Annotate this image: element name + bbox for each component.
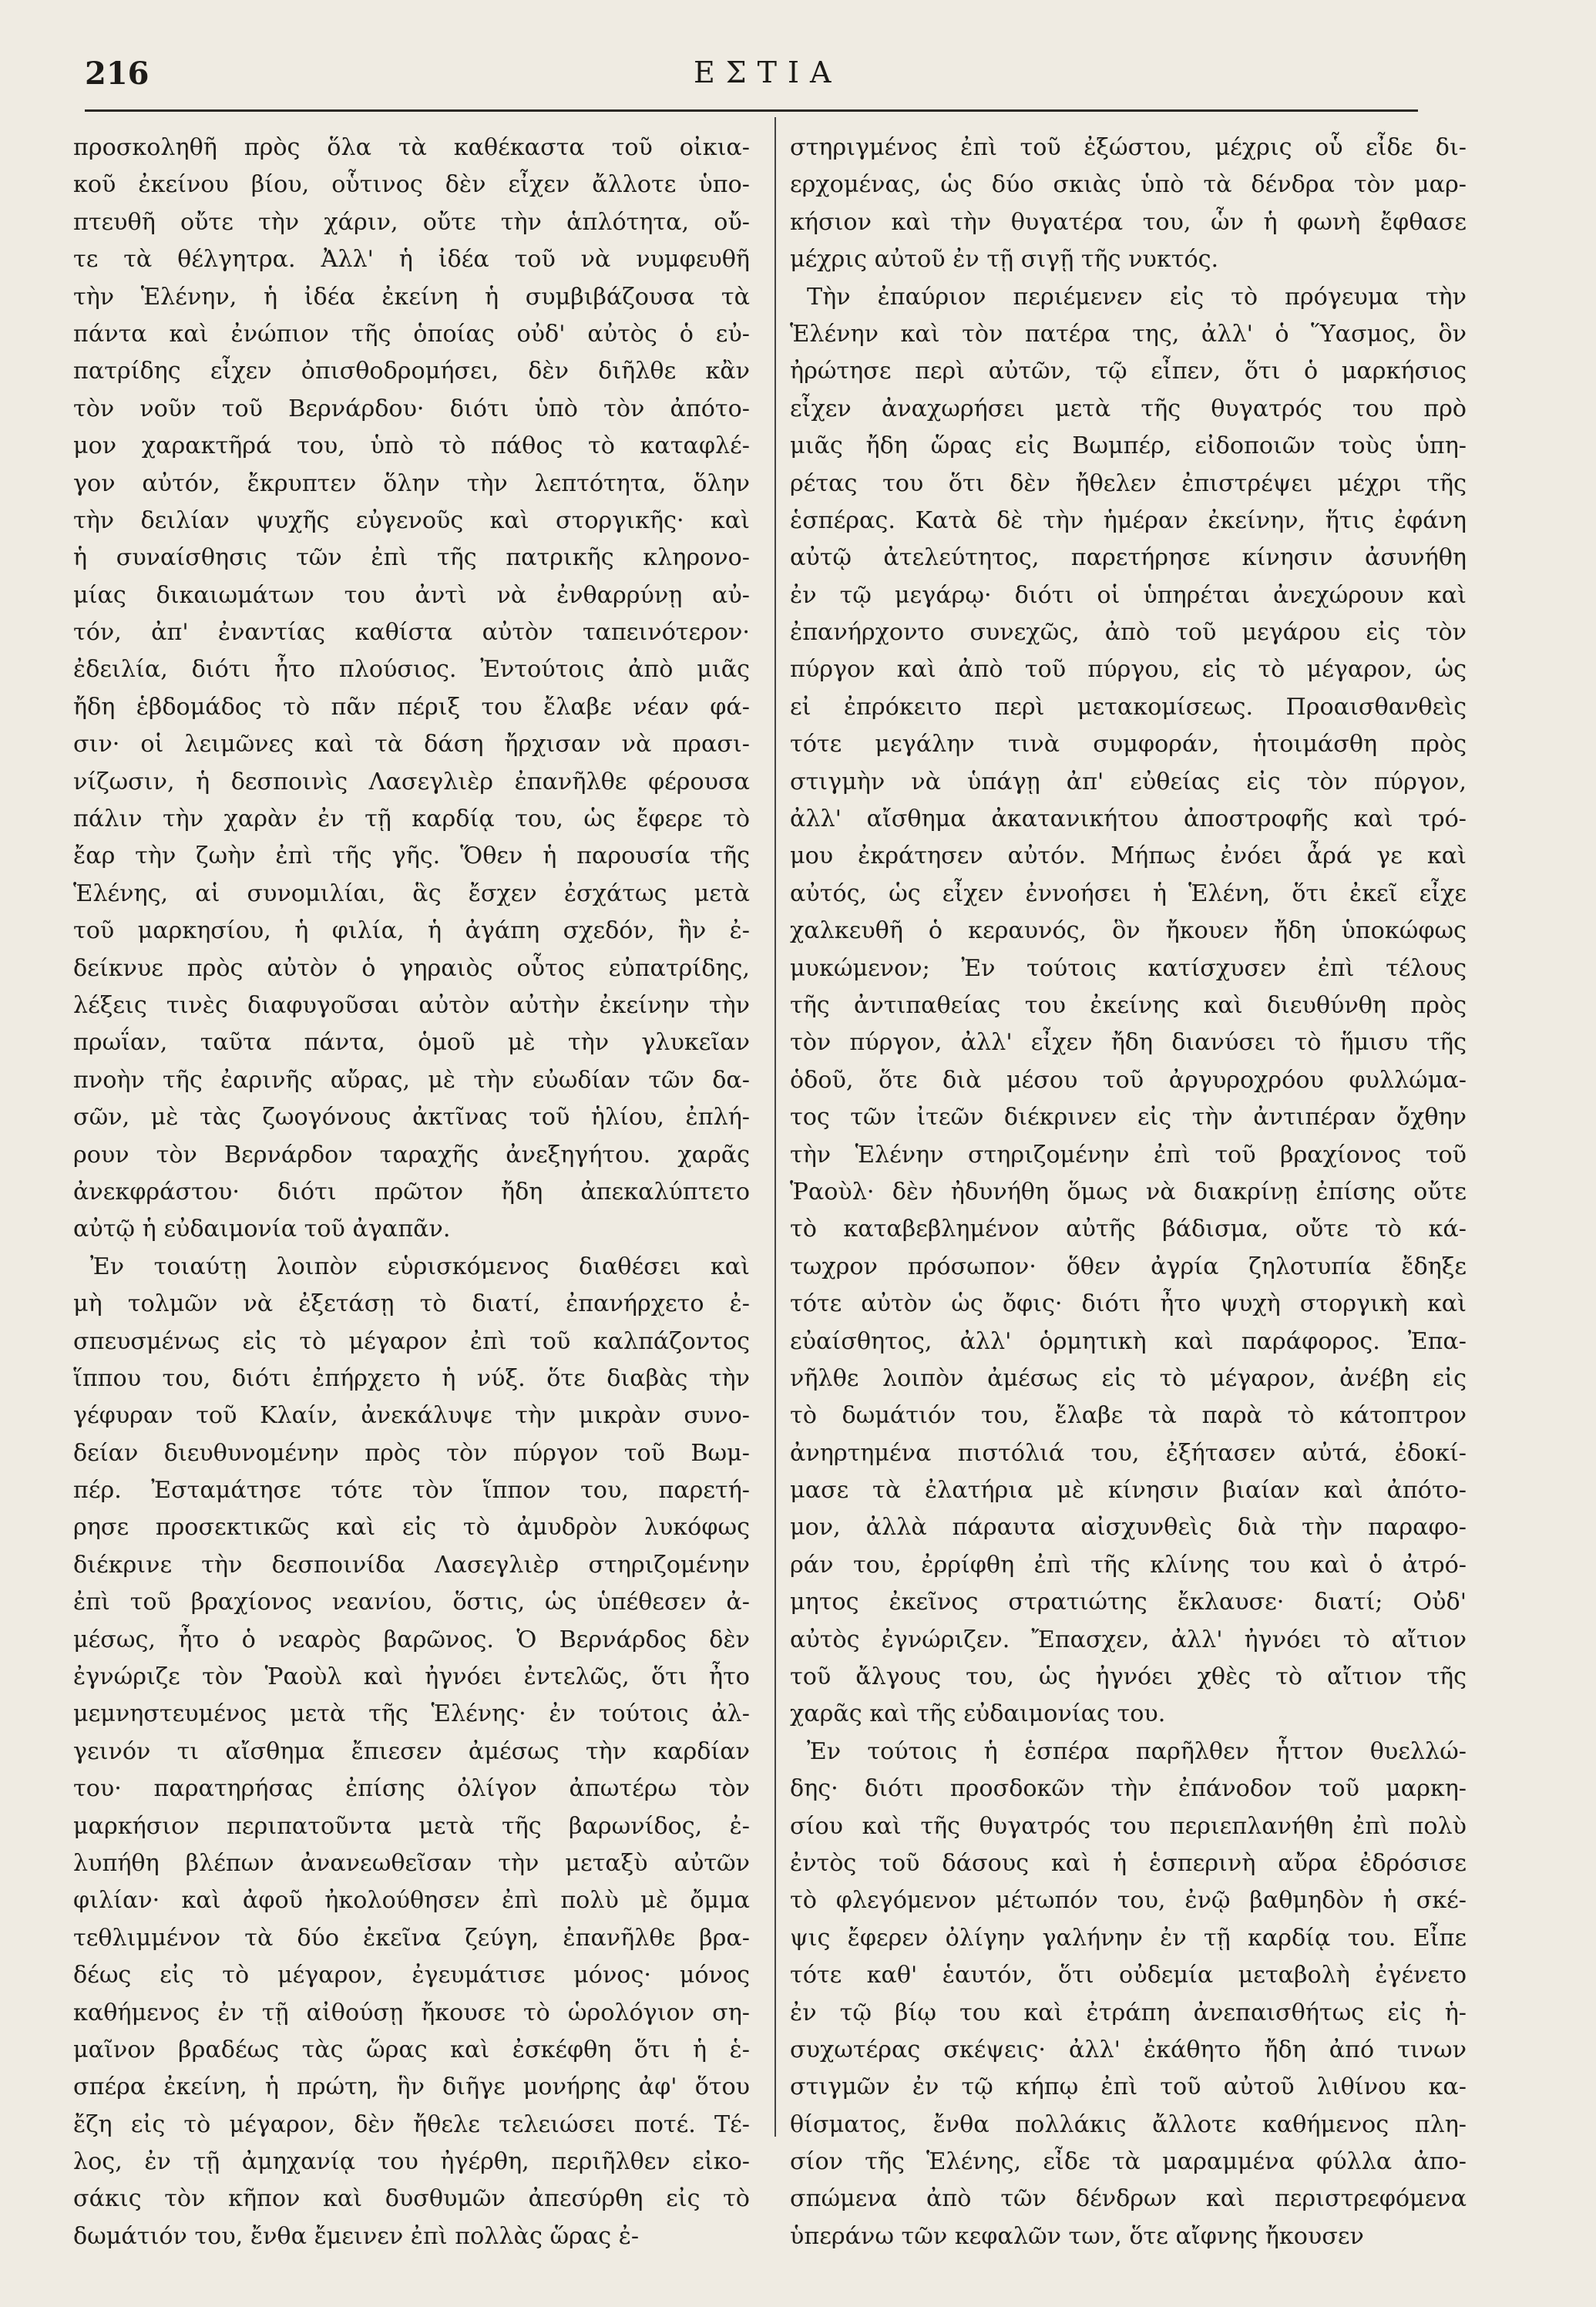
text-line: διέκρινε τὴν δεσποινίδα Λασεγλιὲρ στηριζομένην (73, 1551, 750, 1579)
text-line: ἀλλ' αἴσθημα ἀκατανικήτου ἀποστροφῆς καὶ τρό- (790, 805, 1467, 833)
text-line: τὴν Ἑλένην στηριζομένην ἐπὶ τοῦ βραχίονος τοῦ (790, 1141, 1467, 1169)
text-line: Ἐν τοιαύτῃ λοιπὸν εὑρισκόμενος διαθέσει καὶ (90, 1253, 750, 1280)
text-line: τὸ δωμάτιόν του, ἔλαβε τὰ παρὰ τὸ κάτοπτρον (790, 1402, 1467, 1430)
text-line: μασε τὰ ἐλατήρια μὲ κίνησιν βιαίαν καὶ ἀπότο- (790, 1477, 1467, 1505)
text-line: μητος ἐκεῖνος στρατιώτης ἔκλαυσε· διατί; Οὐδ' (790, 1589, 1467, 1616)
text-line: τοῦ μαρκησίου, ἡ φιλία, ἡ ἀγάπη σχεδόν, ἣν ἐ- (73, 917, 750, 945)
text-line: αὐτῷ ἀτελεύτητος, παρετήρησε κίνησιν ἀσυνήθη (790, 544, 1467, 572)
text-line: τὴν δειλίαν ψυχῆς εὐγενοῦς καὶ στοργικῆς· καὶ (73, 506, 750, 534)
text-line: τος τῶν ἰτεῶν διέκρινεν εἰς τὴν ἀντιπέραν ὄχθην (790, 1104, 1467, 1132)
text-line: πάλιν τὴν χαρὰν ἐν τῇ καρδίᾳ του, ὡς ἔφερε τὸ (73, 805, 750, 833)
text-line: του· παρατηρήσας ἐπίσης ὀλίγον ἀπωτέρω τὸν (73, 1775, 750, 1803)
page-number: 216 (85, 55, 150, 92)
text-line: Ἐν τούτοις ἡ ἑσπέρα παρῆλθεν ἧττον θυελλώ- (807, 1737, 1467, 1765)
text-line: τὸν πύργον, ἀλλ' εἶχεν ἤδη διανύσει τὸ ἥμισυ τῆς (790, 1029, 1467, 1057)
text-line: ἔαρ τὴν ζωὴν ἐπὶ τῆς γῆς. Ὅθεν ἡ παρουσία τῆς (73, 842, 750, 870)
text-line: στιγμὴν νὰ ὑπάγῃ ἀπ' εὐθείας εἰς τὸν πύργον, (790, 768, 1467, 795)
text-line: αὐτῷ ἡ εὐδαιμονία τοῦ ἀγαπᾶν. (73, 1216, 451, 1243)
text-line: εἰ ἐπρόκειτο περὶ μετακομίσεως. Προαισθανθεὶς (790, 693, 1467, 721)
text-line: ερχομένας, ὡς δύο σκιὰς ὑπὸ τὰ δένδρα τὸν μαρ- (790, 171, 1467, 199)
text-line: γέφυραν τοῦ Κλαίν, ἀνεκάλυψε τὴν μικρὰν συνο- (73, 1402, 750, 1430)
text-line: ἵππου του, διότι ἐπήρχετο ἡ νύξ. ὅτε διαβὰς τὴν (73, 1364, 750, 1392)
text-line: πατρίδης εἶχεν ὀπισθοδρομήσει, δὲν διῆλθε κἂν (73, 358, 750, 385)
text-line: τότε καθ' ἑαυτόν, ὅτι οὐδεμία μεταβολὴ ἐγένετο (790, 1962, 1467, 1989)
text-line: συχωτέρας σκέψεις· ἀλλ' ἐκάθητο ἤδη ἀπό τινων (790, 2036, 1467, 2063)
text-line: σῶν, μὲ τὰς ζωογόνους ἀκτῖνας τοῦ ἡλίου, ἐπλή- (73, 1104, 750, 1132)
text-line: ρέτας του ὅτι δὲν ἤθελεν ἐπιστρέψει μέχρι τῆς (790, 469, 1467, 497)
text-line: λέξεις τινὲς διαφυγοῦσαι αὐτὸν αὐτὴν ἐκείνην τὴν (73, 991, 750, 1019)
text-line: ἑσπέρας. Κατὰ δὲ τὴν ἡμέραν ἐκείνην, ἥτις ἐφάνη (790, 506, 1467, 534)
text-line: τὴν Ἑλένην, ἡ ἰδέα ἐκείνη ἡ συμβιβάζουσα τὰ (73, 283, 750, 311)
text-line: ρησε προσεκτικῶς καὶ εἰς τὸ ἀμυδρὸν λυκόφως (73, 1514, 750, 1542)
text-line: μιᾶς ἤδη ὥρας εἰς Βωμπέρ, εἰδοποιῶν τοὺς ὑπη- (790, 432, 1467, 460)
text-line: ὑπεράνω τῶν κεφαλῶν των, ὅτε αἴφνης ἤκουσεν (790, 2222, 1364, 2250)
text-line: φιλίαν· καὶ ἀφοῦ ἠκολούθησεν ἐπὶ πολὺ μὲ ὄμμα (73, 1887, 750, 1915)
text-line: μίας δικαιωμάτων του ἀντὶ νὰ ἐνθαρρύνῃ αὐ- (73, 581, 750, 609)
text-line: γεινόν τι αἴσθημα ἔπιεσεν ἀμέσως τὴν καρδίαν (73, 1737, 750, 1765)
text-line: μου ἐκράτησεν αὐτόν. Μήπως ἐνόει ἆρά γε καὶ (790, 842, 1467, 870)
text-line: νίζωσιν, ἡ δεσποινὶς Λασεγλιὲρ ἐπανῆλθε φέρουσα (73, 768, 750, 795)
text-line: ράν του, ἐρρίφθη ἐπὶ τῆς κλίνης του καὶ ὁ ἀτρό- (790, 1551, 1467, 1579)
text-line: πάντα καὶ ἐνώπιον τῆς ὁποίας οὐδ' αὐτὸς ὁ εὐ- (73, 320, 750, 348)
text-line: γον αὐτόν, ἔκρυπτεν ὅλην τὴν λεπτότητα, ὅλην (73, 469, 750, 497)
text-line: μον χαρακτῆρά του, ὑπὸ τὸ πάθος τὸ καταφλέ- (73, 432, 750, 460)
text-line: εἶχεν ἀναχωρήσει μετὰ τῆς θυγατρός του πρὸ (790, 395, 1467, 422)
text-line: στιγμῶν ἐν τῷ κήπῳ ἐπὶ τοῦ αὐτοῦ λιθίνου κα- (790, 2073, 1467, 2101)
text-line: ἐν τῷ βίῳ του καὶ ἐτράπη ἀνεπαισθήτως εἰς ἡ- (790, 1999, 1467, 2026)
text-line: χαρᾶς καὶ τῆς εὐδαιμονίας του. (790, 1700, 1166, 1728)
text-line: ἐπὶ τοῦ βραχίονος νεανίου, ὅστις, ὡς ὑπέθεσεν ἀ- (73, 1589, 750, 1616)
text-line: ἐγνώριζε τὸν Ῥαοὺλ καὶ ἠγνόει ἐντελῶς, ὅτι ἦτο (73, 1663, 750, 1691)
text-line: χαλκευθῆ ὁ κεραυνός, ὃν ἤκουεν ἤδη ὑποκώφως (790, 917, 1467, 945)
text-line: πέρ. Ἐσταμάτησε τότε τὸν ἵππον του, παρετή- (73, 1477, 750, 1505)
text-line: ἀνεκφράστου· διότι πρῶτον ἤδη ἀπεκαλύπτετο (73, 1178, 750, 1206)
left-text-column (73, 129, 750, 2255)
text-line: μαρκήσιον περιπατοῦντα μετὰ τῆς βαρωνίδος, ἐ- (73, 1812, 750, 1840)
right-text-column (790, 129, 1467, 2255)
text-line: δέως εἰς τὸ μέγαρον, ἐγευμάτισε μόνος· μόνος (73, 1962, 750, 1989)
text-line: Τὴν ἐπαύριον περιέμενεν εἰς τὸ πρόγευμα τὴν (807, 283, 1467, 311)
text-line: ἠρώτησε περὶ αὐτῶν, τῷ εἶπεν, ὅτι ὁ μαρκήσιος (790, 358, 1467, 385)
text-line: σίον τῆς Ἑλένης, εἶδε τὰ μαραμμένα φύλλα ἀπο- (790, 2148, 1467, 2176)
text-line: σάκις τὸν κῆπον καὶ δυσθυμῶν ἀπεσύρθη εἰς τὸ (73, 2185, 750, 2213)
text-line: καθήμενος ἐν τῇ αἰθούσῃ ἤκουσε τὸ ὡρολόγιον ση- (73, 1999, 750, 2026)
text-line: ἔζη εἰς τὸ μέγαρον, δὲν ἤθελε τελειώσει ποτέ. Τέ- (73, 2110, 750, 2138)
text-line: θίσματος, ἔνθα πολλάκις ἄλλοτε καθήμενος πλη- (790, 2110, 1467, 2138)
text-line: κήσιον καὶ τὴν θυγατέρα του, ὧν ἡ φωνὴ ἔφθασε (790, 208, 1467, 236)
text-line: ἐντὸς τοῦ δάσους καὶ ἡ ἑσπερινὴ αὔρα ἐδρόσισε (790, 1849, 1467, 1877)
text-line: τόν, ἀπ' ἐναντίας καθίστα αὐτὸν ταπεινότερον· (73, 619, 750, 647)
text-line: μον, ἀλλὰ πάραυτα αἰσχυνθεὶς διὰ τὴν παραφο- (790, 1514, 1467, 1542)
text-line: μὴ τολμῶν νὰ ἐξετάσῃ τὸ διατί, ἐπανήρχετο ἐ- (73, 1290, 750, 1318)
text-line: αὐτός, ὡς εἶχεν ἐννοήσει ἡ Ἑλένη, ὅτι ἐκεῖ εἶχε (790, 879, 1467, 907)
text-line: ρουν τὸν Βερνάρδον ταραχῆς ἀνεξηγήτου. χαρᾶς (73, 1141, 750, 1169)
text-line: ἐν τῷ μεγάρῳ· διότι οἱ ὑπηρέται ἀνεχώρουν καὶ (790, 581, 1467, 609)
text-line: Ῥαοὺλ· δὲν ἠδυνήθη ὅμως νὰ διακρίνῃ ἐπίσης οὔτε (790, 1178, 1467, 1206)
text-line: τε τὰ θέλγητρα. Ἀλλ' ἡ ἰδέα τοῦ νὰ νυμφευθῆ (73, 246, 750, 274)
page-header (85, 55, 1418, 102)
text-line: τότε μεγάλην τινὰ συμφοράν, ἡτοιμάσθη πρὸς (790, 731, 1467, 758)
text-line: ἤδη ἑβδομάδος τὸ πᾶν πέριξ του ἔλαβε νέαν φά- (73, 693, 750, 721)
text-line: λυπήθη βλέπων ἀνανεωθεῖσαν τὴν μεταξὺ αὐτῶν (73, 1849, 750, 1877)
text-line: τὸ καταβεβλημένον αὐτῆς βάδισμα, οὔτε τὸ κά- (790, 1216, 1467, 1243)
text-line: ἡ συναίσθησις τῶν ἐπὶ τῆς πατρικῆς κληρονο- (73, 544, 750, 572)
text-line: τοῦ ἄλγους του, ὡς ἠγνόει χθὲς τὸ αἴτιον τῆς (790, 1663, 1467, 1691)
text-line: προσκοληθῆ πρὸς ὅλα τὰ καθέκαστα τοῦ οἰκια- (73, 134, 750, 161)
text-line: τὸ φλεγόμενον μέτωπόν του, ἐνῷ βαθμηδὸν ἡ σκέ- (790, 1887, 1467, 1915)
text-line: ψις ἔφερεν ὀλίγην γαλήνην ἐν τῇ καρδίᾳ του. Εἶπε (790, 1924, 1467, 1952)
text-line: σπευσμένως εἰς τὸ μέγαρον ἐπὶ τοῦ καλπάζοντος (73, 1327, 750, 1355)
text-line: σίου καὶ τῆς θυγατρός του περιεπλανήθη ἐπὶ πολὺ (790, 1812, 1467, 1840)
text-line: δείαν διευθυνομένην πρὸς τὸν πύργον τοῦ Βωμ- (73, 1439, 750, 1467)
text-line: πτευθῆ οὔτε τὴν χάριν, οὔτε τὴν ἁπλότητα, οὔ- (73, 208, 750, 236)
text-line: μαῖνον βραδέως τὰς ὥρας καὶ ἐσκέφθη ὅτι ἡ ἑ- (73, 2036, 750, 2063)
text-line: ἐδειλία, διότι ἦτο πλούσιος. Ἐντούτοις ἀπὸ μιᾶς (73, 656, 750, 684)
text-line: αὐτὸς ἐγνώριζεν. Ἔπασχεν, ἀλλ' ἠγνόει τὸ αἴτιον (790, 1626, 1467, 1653)
text-line: ἀνηρτημένα πιστόλιά του, ἐξήτασεν αὐτά, ἐδοκί- (790, 1439, 1467, 1467)
text-line: μέσως, ἦτο ὁ νεαρὸς βαρῶνος. Ὁ Βερνάρδος δὲν (73, 1626, 750, 1653)
text-line: πύργον καὶ ἀπὸ τοῦ πύργου, εἰς τὸ μέγαρον, ὡς (790, 656, 1467, 684)
text-line: τὸν νοῦν τοῦ Βερνάρδου· διότι ὑπὸ τὸν ἀπότο- (73, 395, 750, 422)
text-line: εὐαίσθητος, ἀλλ' ὁρμητικὴ καὶ παράφορος. Ἐπα- (790, 1327, 1467, 1355)
text-line: δείκνυε πρὸς αὐτὸν ὁ γηραιὸς οὗτος εὐπατρίδης, (73, 954, 750, 982)
text-line: τωχρον πρόσωπον· ὅθεν ἀγρία ζηλοτυπία ἔδηξε (790, 1253, 1467, 1280)
text-line: σπώμενα ἀπὸ τῶν δένδρων καὶ περιστρεφόμενα (790, 2185, 1467, 2213)
running-title: ΕΣΤΙΑ (694, 55, 842, 89)
text-line: τεθλιμμένον τὰ δύο ἐκεῖνα ζεύγη, ἐπανῆλθε βρα- (73, 1924, 750, 1952)
text-line: δωμάτιόν του, ἔνθα ἔμεινεν ἐπὶ πολλὰς ὥρας ἐ- (73, 2222, 640, 2250)
text-line: δης· διότι προσδοκῶν τὴν ἐπάνοδον τοῦ μαρκη- (790, 1775, 1467, 1803)
text-line: τῆς ἀντιπαθείας του ἐκείνης καὶ διευθύνθη πρὸς (790, 991, 1467, 1019)
text-line: Ἑλένης, αἱ συνομιλίαι, ἃς ἔσχεν ἐσχάτως μετὰ (73, 879, 750, 907)
header-rule (85, 109, 1418, 112)
text-line: κοῦ ἐκείνου βίου, οὗτινος δὲν εἶχεν ἄλλοτε ὑπο- (73, 171, 750, 199)
text-line: λος, ἐν τῇ ἀμηχανίᾳ του ἠγέρθη, περιῆλθεν εἰκο- (73, 2148, 750, 2176)
text-line: πνοὴν τῆς ἐαρινῆς αὔρας, μὲ τὴν εὐωδίαν τῶν δα- (73, 1066, 750, 1094)
text-line: πρωΐαν, ταῦτα πάντα, ὁμοῦ μὲ τὴν γλυκεῖαν (73, 1029, 750, 1057)
text-line: ἐπανήρχοντο συνεχῶς, ἀπὸ τοῦ μεγάρου εἰς τὸν (790, 619, 1467, 647)
text-line: τότε αὐτὸν ὡς ὄφις· διότι ἦτο ψυχὴ στοργικὴ καὶ (790, 1290, 1467, 1318)
text-line: μεμνηστευμένος μετὰ τῆς Ἑλένης· ἐν τούτοις ἀλ- (73, 1700, 750, 1728)
text-line: Ἑλένην καὶ τὸν πατέρα της, ἀλλ' ὁ Ὕασμος, ὃν (790, 320, 1467, 348)
column-divider (774, 117, 776, 2137)
text-line: νῆλθε λοιπὸν ἀμέσως εἰς τὸ μέγαρον, ἀνέβη εἰς (790, 1364, 1467, 1392)
text-line: μέχρις αὐτοῦ ἐν τῇ σιγῇ τῆς νυκτός. (790, 246, 1219, 274)
text-line: μυκώμενον; Ἐν τούτοις κατίσχυσεν ἐπὶ τέλους (790, 954, 1467, 982)
text-line: σιν· οἱ λειμῶνες καὶ τὰ δάση ἤρχισαν νὰ πρασι- (73, 731, 750, 758)
text-line: σπέρα ἐκείνη, ἡ πρώτη, ἣν διῆγε μονήρης ἀφ' ὅτου (73, 2073, 750, 2101)
text-line: ὁδοῦ, ὅτε διὰ μέσου τοῦ ἀργυροχρόου φυλλώμα- (790, 1066, 1467, 1094)
text-line: στηριγμένος ἐπὶ τοῦ ἐξώστου, μέχρις οὗ εἶδε δι- (790, 134, 1467, 161)
